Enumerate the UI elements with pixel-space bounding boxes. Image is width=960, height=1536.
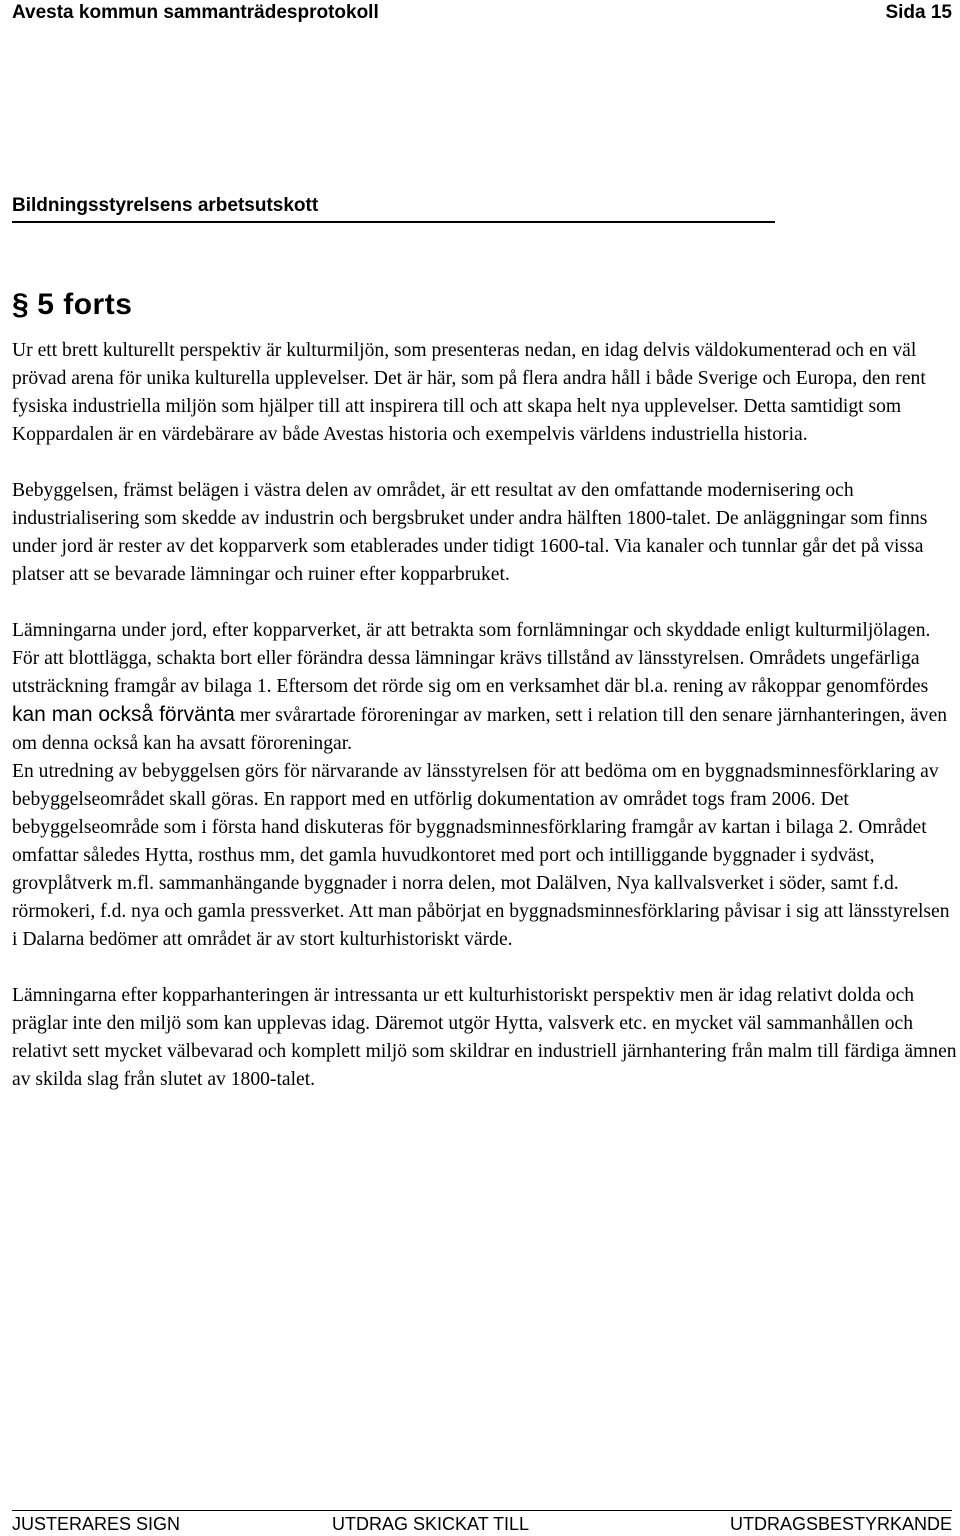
paragraph-3-inserted-phrase: kan man också förvänta bbox=[12, 703, 235, 726]
section-title: 5 forts bbox=[37, 288, 133, 321]
page-footer bbox=[12, 1514, 952, 1536]
section-mark: § bbox=[12, 288, 30, 321]
footer-certification-label: UTDRAGSBESTYRKANDE bbox=[729, 1514, 952, 1534]
paragraph-5: Lämningarna efter kopparhanteringen är intressanta ur ett kulturhistoriskt perspektiv men är idag relativt dolda och präglar inte den miljö som kan upplevas idag. Däremot utgör Hytta, valsverk etc. en mycket väl sammanhållen och relativt sett mycket välbevarad och komplett miljö som skildrar en industriell järnhantering från malm till färdiga ämnen av skilda slag från slutet av 1800-talet. bbox=[12, 985, 957, 1090]
committee-underline bbox=[12, 221, 775, 223]
paragraph-3 bbox=[12, 617, 957, 758]
document-title: Avesta kommun sammanträdesprotokoll bbox=[12, 2, 379, 23]
paragraph-3-part-1: Lämningarna under jord, efter kopparverket, är att betrakta som fornlämningar och skyddade enligt kulturmiljölagen. För att blottlägga, schakta bort eller förändra dessa lämningar krävs tillstånd av länsstyrelsen. Områdets ungefärliga utsträckning framgår av bilaga 1. Eftersom det rörde sig om en verksamhet där bl.a. rening av råkoppar genomfördes bbox=[12, 620, 931, 697]
footer-divider bbox=[12, 1510, 952, 1511]
section-heading bbox=[12, 288, 132, 322]
body-text bbox=[12, 337, 957, 1094]
footer-signature-label: JUSTERARES SIGN bbox=[12, 1514, 181, 1534]
footer-sent-to-label: UTDRAG SKICKAT TILL bbox=[332, 1514, 530, 1534]
committee-name: Bildningsstyrelsens arbetsutskott bbox=[12, 195, 319, 216]
paragraph-2: Bebyggelsen, främst belägen i västra delen av området, är ett resultat av den omfattande modernisering och industrialisering som skedde av industrin och bergsbruket under andra hälften 1800-talet. De anläggningar som finns under jord är rester av det kopparverk som etablerades under tidigt 1600-tal. Via kanaler och tunnlar går det på vissa platser att se bevarade lämningar och ruiner efter kopparbruket. bbox=[12, 480, 928, 585]
paragraph-3-part-2: mer svårartade föroreningar av marken, sett i relation till den senare järnhanteringen, även om denna också kan ha avsatt föroreningar. bbox=[12, 705, 948, 754]
page-header bbox=[12, 0, 952, 26]
paragraph-1: Ur ett brett kulturellt perspektiv är kulturmiljön, som presenteras nedan, en idag delvis väldokumenterad och en väl prövad arena för unika kulturella upplevelser. Det är här, som på flera andra håll i både Sverige och Europa, den rent fysiska industriella miljön som hjälper till att inspirera till och att skapa helt nya upplevelser. Detta samtidigt som Koppardalen är en värdebärare av både Avestas historia och exempelvis världens industriella historia. bbox=[12, 340, 926, 445]
page-number: Sida 15 bbox=[885, 2, 952, 23]
paragraph-4: En utredning av bebyggelsen görs för närvarande av länsstyrelsen för att bedöma om en byggnadsminnesförklaring av bebyggelseområdet skall göras. En rapport med en utförlig dokumentation av området togs fram 2006. Det bebyggelseområde som i första hand diskuteras för byggnadsminnesförklaring framgår av kartan i bilaga 2. Området omfattar således Hytta, rosthus mm, det gamla huvudkontoret med port och intilliggande byggnader i sydväst, grovplåtverk m.fl. sammanhängande byggnader i norra delen, mot Dalälven, Nya kallvalsverket i söder, samt f.d. rörmokeri, f.d. nya och gamla pressverket. Att man påbörjat en byggnadsminnesförklaring påvisar i sig att länsstyrelsen i Dalarna bedömer att området är av stort kulturhistoriskt värde. bbox=[12, 761, 950, 950]
